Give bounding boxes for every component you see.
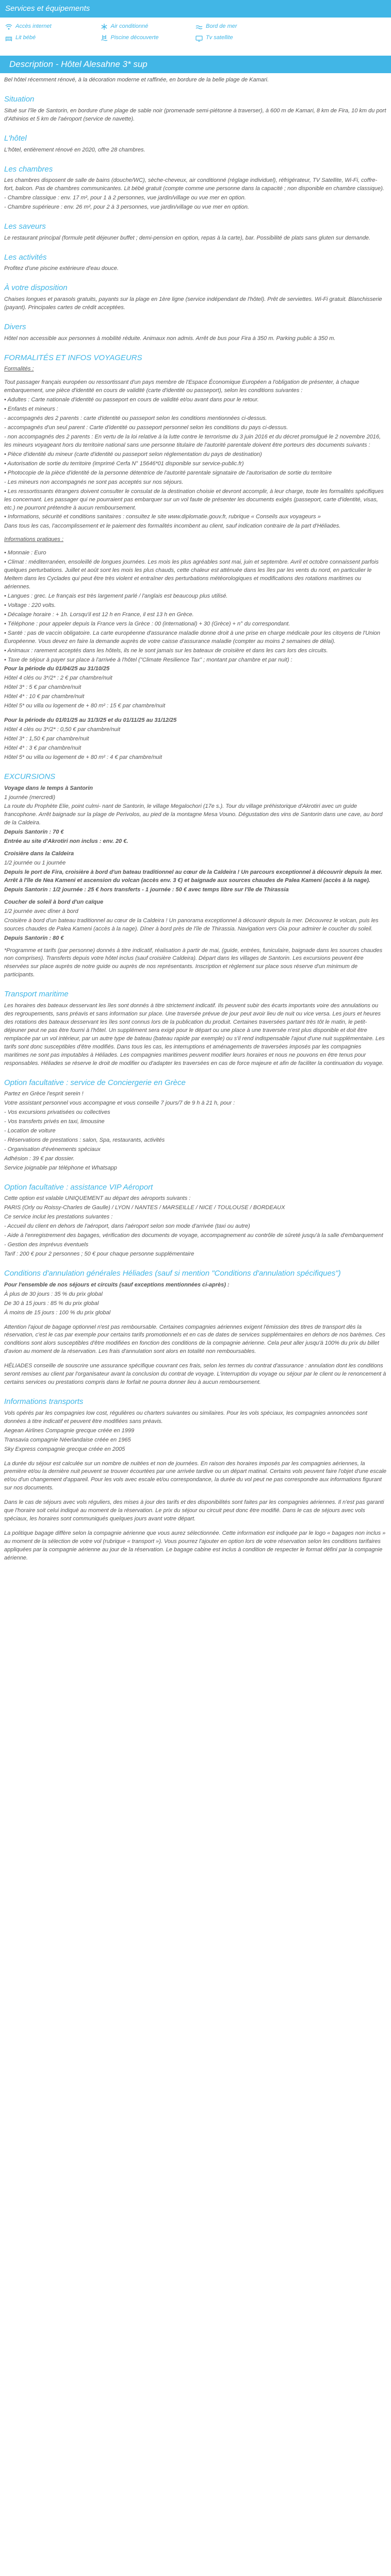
text-line: Hôtel 3* : 5 € par chambre/nuit — [4, 684, 82, 691]
service-item-ac — [101, 23, 196, 31]
excursion-line: Croisière dans la Caldeira — [4, 851, 74, 857]
services-grid — [0, 18, 391, 48]
section-title-rooms: Les chambres — [4, 164, 53, 174]
excursion-line: La route du Prophète Elie, point culmi- nant de Santorin, le village Megalochori (17e s.). Tour du village préhistorique d'Akrotiri avec un guide francophone. Arrêt baignade sur la plage de Perivolos, au pied de la montagne Mesa Vouno. Dégustation des vins de Santorin dans une cave, au bord de la Caldeira. — [4, 803, 383, 826]
maritime-text: Les horaires des bateaux desservant les îles sont donnés à titre strictement indicatif. Ils peuvent subir des écarts importants voire des annulations ou des regroupements, sans préavis et sans information sur place. Une traversée prévue de jour peut avoir lieu de nuit ou vice versa. Les jours et heures des rotations des bateaux desservant les îles sont connus lors de la publication du produit. Certaines traversées partant très tôt le matin, le petit-déjeuner peut ne pas être fourni à l'hôtel. Un supplément sera exigé pour le départ ou une place à une traversée n'est plus disponible et doit être remplacée par un vol intérieur, par un autre type de bateau (bateau rapide par exemple) ou s'il rend indispensable l'ajout d'une nuit supplémentaire. Les tarifs sont donc susceptibles d'être modifiés. Dans tous les cas, les interruptions et aménagements de traversées imposés par les compagnies maritimes ne sont pas imputables à Héliades. Les compagnies maritimes peuvent modifier leurs horaires et nous ne pouvons en être tenus pour responsables. Héliades se réserve le droit de modifier ou d'adapter les traversées en cas de force majeure et afin de faciliter la continuation du voyage. — [4, 1003, 385, 1066]
section-title-concierge: Option facultative : service de Conciergerie en Grèce — [4, 1078, 186, 1087]
text-line: À moins de 15 jours : 100 % du prix global — [4, 1309, 111, 1316]
excursion-item — [4, 850, 387, 894]
excursion-line: Depuis Santorin : 80 € — [4, 935, 64, 941]
text-line: - Les mineurs non accompagnés ne sont pas acceptés sur nos séjours. — [4, 479, 184, 485]
pool-icon — [101, 35, 108, 42]
wifi-icon — [5, 23, 12, 30]
excursion-line: Depuis Santorin : 70 € — [4, 829, 64, 836]
excursion-line: Entrée au site d'Akrotiri non inclus : env. 20 €. — [4, 838, 128, 845]
description-intro: Bel hôtel récemment rénové, à la décoration moderne et raffinée, en bordure de la belle plage de Kamari. — [4, 77, 269, 83]
service-label: Bord de mer — [206, 23, 237, 29]
rooms-line: - Chambre classique : env. 17 m², pour 1 à 2 personnes, vue jardin/village ou vue mer en option. — [4, 195, 246, 201]
section-title-flavours: Les saveurs — [4, 222, 46, 231]
vip-list — [4, 1195, 387, 1259]
text-line: HÉLIADES conseille de souscrire une assurance spécifique couvrant ces frais, selon les termes du contrat d'assurance : annulation dont les conditions seront remises au client par l'organisateur avant la conclusion du contrat de voyage. L'interruption du voyage ou séjour par le client ou le renoncement à certains services ou prestations compris dans le forfait ne pourra donner lieu à aucun remboursement. — [4, 1363, 386, 1386]
text-line: • Taxe de séjour à payer sur place à l'arrivée à l'hôtel ("Climate Resilience Tax" ; montant par chambre et par nuit) : — [4, 656, 292, 663]
text-line: - Location de voiture — [4, 1128, 56, 1134]
rooms-line: - Chambre supérieure : env. 26 m², pour 2 à 3 personnes, vue jardin/village ou vue mer en option. — [4, 204, 249, 211]
text-line: Pour l'ensemble de nos séjours et circuits (sauf exceptions mentionnées ci-après) : — [4, 1281, 230, 1288]
service-item-tv — [196, 34, 291, 42]
text-line — [4, 1357, 387, 1361]
text-line: • Autorisation de sortie du territoire (imprimé Cerfa N° 15646*01 disponible sur service-public.fr) — [4, 460, 244, 467]
text-line: - Organisation d'événements spéciaux — [4, 1146, 101, 1153]
excursion-item — [4, 794, 387, 846]
text-line: • Animaux : rarement acceptés dans les hôtels, ils ne le sont jamais sur les bateaux de croisière et dans les cars lors des circuits. — [4, 647, 328, 654]
excursion-line: *Programme et tarifs (par personne) donnés à titre indicatif, réalisation à partir de mai, (guide, entrées, funiculaire, baignade dans les sources chaudes non comprises). Transferts depuis votre hôtel inclus (sauf croisière Caldeira). Départ dans les villages de Santorin. Les excursions peuvent être réservées sur place auprès de notre guide ou auprès de nos représentants. Inscription et règlement sur place sous réserve d'un minimum de participants. — [4, 947, 383, 978]
service-item-crib — [5, 34, 101, 42]
service-item-sea — [196, 23, 291, 31]
text-line: • Informations, sécurité et conditions sanitaires : consultez le site www.diplomatie.gouv.fr, rubrique « Conseils aux voyageurs » — [4, 514, 321, 520]
flavours-text: Le restaurant principal (formule petit déjeuner buffet ; demi-pension en option, repas à la carte), bar. Possibilité de plats sans gluten sur demande. — [4, 234, 371, 241]
text-line: Hôtel 4 clés ou 3*/2* : 2 € par chambre/nuit — [4, 675, 112, 682]
excursion-line: Depuis Santorin : 1/2 journée : 25 € hors transferts - 1 journée : 50 € avec temps libre sur l'île de Thirassia — [4, 886, 289, 893]
formalities-list — [4, 396, 387, 531]
section-title-cancellation: Conditions d'annulation générales Héliades (sauf si mention "Conditions d'annulation spécifiques") — [4, 1269, 341, 1278]
text-line: Votre assistant personnel vous accompagne et vous conseille 7 jours/7 de 9 h à 21 h, pour : — [4, 1100, 235, 1107]
section-title-excursions: EXCURSIONS — [4, 772, 56, 781]
text-line — [4, 1494, 387, 1498]
text-line — [4, 1455, 387, 1459]
cancellation-list — [4, 1281, 387, 1387]
services-header: Services et équipements — [0, 0, 391, 18]
text-line: • Monnaie : Euro — [4, 550, 46, 556]
excursion-line: 1 journée (mercredi) — [4, 794, 56, 801]
excursion-line: 1/2 journée avec dîner à bord — [4, 908, 78, 914]
text-line: Aegean Airlines Compagnie grecque créée en 1999 — [4, 1427, 135, 1434]
text-line: Service joignable par téléphone et Whatsapp — [4, 1164, 117, 1171]
text-line: • Climat : méditerranéen, ensoleillé de longues journées. Les mois les plus agréables sont mai, juin et septembre. Avril et octobre connaissent parfois quelques perturbations. Juillet et août sont les mois les plus chauds, cette chaleur est atténuée dans les îles par les vents du nord, en particulier le Meltem dans les Cyclades qui peut être très violent et entraîner des perturbations météorologiques et modifications des rotations maritimes ou aériennes. — [4, 559, 379, 590]
activities-text: Profitez d'une piscine extérieure d'eau douce. — [4, 265, 119, 272]
rooms-line: Les chambres disposent de salle de bains (douche/WC), sèche-cheveux, air conditionné (réglage individuel), réfrigérateur, TV Satellite, Wi-Fi, coffre-fort, balcon. Pas de chambres communicantes. Lit bébé gratuit (compte comme une personne dans la capacité ; non disponible en chambre classique). — [4, 177, 384, 192]
section-title-vip: Option facultative : assistance VIP Aéroport — [4, 1182, 153, 1192]
text-line: Pour la période du 01/04/25 au 31/10/25 — [4, 666, 110, 672]
section-title-activities: Les activités — [4, 252, 47, 262]
text-line: • Photocopie de la pièce d'identité de la personne détentrice de l'autorité parentale signataire de l'autorisation de sortie du territoire — [4, 469, 332, 476]
crib-icon — [5, 35, 12, 42]
text-line: Transavia compagnie Néerlandaise créée en 1965 — [4, 1436, 131, 1443]
text-line: Dans tous les cas, l'accomplissement et le paiement des formalités incombent au client, sauf indication contraire de la part d'Héliades. — [4, 523, 341, 530]
sea-icon — [196, 23, 203, 30]
text-line: • Pièce d'identité du mineur (carte d'identité ou passeport selon réglementation du pays de destination) — [4, 451, 262, 457]
text-line — [4, 711, 387, 716]
text-line: À plus de 30 jours : 35 % du prix global — [4, 1291, 103, 1297]
text-line: Hôtel 5* ou villa ou logement de + 80 m² : 4 € par chambre/nuit — [4, 754, 162, 760]
text-line: Dans le cas de séjours avec vols réguliers, des mises à jour des tarifs et des disponibilités sont faites par les compagnies aériennes. Il n'est pas garanti que l'horaire soit celui indiqué au moment de la réservation. Le prix du séjour ou circuit peut donc être modifié. Dans le cas de séjours avec vols spéciaux, les horaires sont communiqués quelques jours avant votre départ. — [4, 1499, 384, 1522]
excursion-line: Depuis le port de Fira, croisière à bord d'un bateau traditionnel au cœur de la Caldeira ! Un parcours exceptionnel à découvrir depuis la mer. Arrêt à l'île de Nea Kameni et ascension du volcan (accès env. 3 €) et baignade aux sources chaudes de Palea Kameni (accès à la nage). — [4, 869, 383, 884]
text-line: • Voltage : 220 volts. — [4, 602, 56, 608]
situation-text: Situé sur l'île de Santorin, en bordure d'une plage de sable noir (promenade semi-piétonne à traverser), à 600 m de Kamari, 8 km de Fira, 10 km du port d'Athinios et 5 km de l'aéroport (service de navette). — [4, 107, 386, 122]
text-line: Partez en Grèce l'esprit serein ! — [4, 1091, 84, 1097]
text-line: - Réservations de prestations : salon, Spa, restaurants, activités — [4, 1137, 165, 1143]
text-line: Pour la période du 01/01/25 au 31/3/25 et du 01/11/25 au 31/12/25 — [4, 717, 177, 724]
text-line: La durée du séjour est calculée sur un nombre de nuitées et non de journées. En raison des horaires imposés par les compagnies aériennes, la première et/ou la dernière nuit peuvent se trouver écourtées par une arrivée tardive ou un départ matinal. Certains vols peuvent faire l'objet d'une escale et/ou d'un changement d'appareil. Pour les vols avec escale et/ou correspondance, la durée du vol peut ne pas correspondre aux informations figurant sur nos documents. — [4, 1460, 387, 1492]
text-line: De 30 à 15 jours : 85 % du prix global — [4, 1300, 99, 1307]
excursion-line: Croisière à bord d'un bateau traditionnel au cœur de la Caldeira ! Un panorama exceptionnel à découvrir depuis la mer. Découvrez le volcan, puis les sources chaudes de Palea Kameni (accès à la nage). Dîner à bord près de l'île de Thirassia. Navigation vers Oia pour admirer le coucher du soleil. — [4, 917, 379, 932]
text-line: • Téléphone : pour appeler depuis la France vers la Grèce : 00 (international) + 30 (Grèce) + n° du correspondant. — [4, 620, 290, 627]
text-line: Cette option est valable UNIQUEMENT au départ des aéroports suivants : — [4, 1195, 191, 1202]
text-line: Hôtel 4* : 3 € par chambre/nuit — [4, 744, 82, 751]
excursion-item — [4, 899, 387, 943]
text-line: Hôtel 3* : 1,50 € par chambre/nuit — [4, 736, 89, 742]
facilities-text: Chaises longues et parasols gratuits, payants sur la plage en 1ère ligne (service indépendant de l'hôtel). Prêt de serviettes. Wi-Fi gratuit. Blanchisserie (payant). Principales cartes de crédit acceptées. — [4, 296, 382, 311]
text-line: Sky Express compagnie grecque créée en 2005 — [4, 1446, 125, 1452]
text-line: - Aide à l'enregistrement des bagages, vérification des documents de voyage, accompagnement au contrôle de sûreté jusqu'à la salle d'embarquement — [4, 1232, 383, 1239]
excursion-subtitle: Voyage dans le temps à Santorin — [4, 785, 93, 791]
text-line: - Gestion des imprévus éventuels — [4, 1242, 89, 1248]
text-line: • Décalage horaire : + 1h. Lorsqu'il est 12 h en France, il est 13 h en Grèce. — [4, 611, 194, 618]
service-label: Piscine découverte — [110, 34, 159, 41]
text-line: Tarif : 200 € pour 2 personnes ; 50 € pour chaque personne supplémentaire — [4, 1251, 194, 1258]
section-title-transport-info: Informations transports — [4, 1397, 84, 1406]
info-list — [4, 549, 387, 762]
service-label: Air conditionné — [110, 23, 149, 29]
section-title-facilities: À votre disposition — [4, 283, 68, 293]
description-content — [0, 73, 391, 1563]
text-line: Hôtel 5* ou villa ou logement de + 80 m² : 15 € par chambre/nuit — [4, 703, 166, 709]
info-lead: Informations pratiques : — [4, 536, 63, 543]
text-line: - non accompagnés des 2 parents : En vertu de la loi relative à la lutte contre le terrorisme du 3 juin 2016 et du décret promulgué le 2 novembre 2016, les mineurs voyageant hors du territoire national sans une personne titulaire de l'autorité parentale doivent être porteurs des documents suivants : — [4, 434, 381, 448]
text-line: - accompagnés d'un seul parent : Carte d'identité ou passeport personnel selon les conditions du pays ci-dessus. — [4, 425, 288, 431]
excursion-list — [4, 794, 387, 980]
text-line: • Adultes : Carte nationale d'identité ou passeport en cours de validité et/ou avant dans pour le retour. — [4, 397, 259, 403]
section-title-situation: Situation — [4, 95, 35, 104]
text-line: Adhésion : 39 € par dossier. — [4, 1155, 75, 1162]
section-title-hotel: L'hôtel — [4, 133, 27, 143]
service-label: Tv satellite — [206, 34, 233, 41]
text-line: PARIS (Orly ou Roissy-Charles de Gaulle) / LYON / NANTES / MARSEILLE / NICE / TOULOUSE / BORDEAUX — [4, 1205, 285, 1211]
text-line: • Les ressortissants étrangers doivent consulter le consulat de la destination choisie et devront accomplir, à leur charge, toute les formalités spécifiques les concernant. Les passager qui ne pourraient pas embarquer sur un vol faute de présenter les documents exigés (passeport, carte d'identité, visas, etc.) ne pourront prétendre à aucun remboursement. — [4, 488, 384, 511]
text-line: Hôtel 4* : 10 € par chambre/nuit — [4, 693, 85, 700]
excursion-line: 1/2 journée ou 1 journée — [4, 860, 66, 867]
text-line: La politique bagage diffère selon la compagnie aérienne que vous aurez sélectionnée. Cette information est indiquée par le logo « bagages non inclus » au moment de la sélection de votre vol (rubrique « transport »). Vous pourrez l'ajouter en option lors de votre réservation selon les conditions tarifaires appliquées par la compagnie aérienne au jour de la réservation. Le bagage cabine est inclus à condition de respecter le format défini par la compagnie aérienne. — [4, 1530, 386, 1561]
snowflake-icon — [101, 23, 108, 30]
formalities-lead: Formalités : — [4, 366, 34, 372]
section-title-misc: Divers — [4, 323, 26, 332]
concierge-list — [4, 1090, 387, 1172]
text-line — [4, 1524, 387, 1529]
section-title-maritime: Transport maritime — [4, 990, 69, 999]
text-line: - Vos excursions privatisées ou collectives — [4, 1109, 110, 1116]
text-line: Hôtel 4 clés ou 3*/2* : 0,50 € par chambre/nuit — [4, 726, 121, 733]
hotel-text: L'hôtel, entièrement rénové en 2020, offre 28 chambres. — [4, 146, 145, 153]
service-label: Accès internet — [15, 23, 52, 29]
transport-info-list — [4, 1410, 387, 1563]
misc-text: Hôtel non accessible aux personnes à mobilité réduite. Animaux non admis. Arrêt de bus pour Fira à 350 m. Parking public à 350 m. — [4, 335, 336, 342]
text-line: Vols opérés par les compagnies low cost, régulières ou charters suivantes ou similaires. Pour les vols spéciaux, les compagnies annoncées sont données à titre indicatif et peuvent être modifiées sans préavis. — [4, 1410, 367, 1425]
formalities-text: Tout passager français européen ou ressortissant d'un pays membre de l'Espace Économique Européen a l'obligation de présenter, à chaque embarquement, une pièce d'identité en cours de validité (carte d'identité ou passeport), selon les conditions suivantes : — [4, 379, 360, 394]
section-title-formalities: FORMALITÉS ET INFOS VOYAGEURS — [4, 353, 142, 362]
text-line: • Santé : pas de vaccin obligatoire. La carte européenne d'assurance maladie donne droit à une prise en charge médicale pour les citoyens de l'Union Européenne. Vous devez en faire la demande auprès de votre caisse d'assurance maladie (compter au moins 2 semaines de délai). — [4, 630, 381, 645]
text-line: Attention l'ajout de bagage optionnel n'est pas remboursable. Certaines compagnies aériennes exigent l'émission des titres de transport dès la réservation, c'est le cas par exemple pour certains tarifs promotionnels et en cas de dates de services supplémentaires en dehors de nos barèmes. Ces conditions sont alors susceptibles d'être modifiées en fonction des conditions de la compagnie aérienne. Cela peut aller jusqu'à 100% du prix du billet d'avion au moment de la réservation. Les frais d'annulation sont alors en totalité non remboursables. — [4, 1324, 385, 1355]
service-label: Lit bébé — [15, 34, 36, 41]
text-line: - Accueil du client en dehors de l'aéroport, dans l'aéroport selon son mode d'arrivée (taxi ou autre) — [4, 1223, 250, 1230]
service-item-wifi — [5, 23, 101, 31]
text-line: Ce service inclut les prestations suivantes : — [4, 1214, 113, 1221]
text-line: • Langues : grec. Le français est très largement parlé / l'anglais est beaucoup plus utilisé. — [4, 592, 228, 599]
tv-icon — [196, 35, 203, 42]
text-line — [4, 1318, 387, 1323]
text-line: • Enfants et mineurs : — [4, 406, 58, 413]
excursion-item — [4, 947, 387, 980]
text-line: - accompagnés des 2 parents : carte d'identité ou passeport selon les conditions mentionnées ci-dessus. — [4, 415, 267, 422]
excursion-line: Coucher de soleil à bord d'un caïque — [4, 899, 104, 905]
description-header: Description - Hôtel Alesahne 3* sup — [0, 56, 391, 74]
text-line: - Vos transferts privés en taxi, limousine — [4, 1118, 105, 1125]
service-item-pool — [101, 34, 196, 42]
